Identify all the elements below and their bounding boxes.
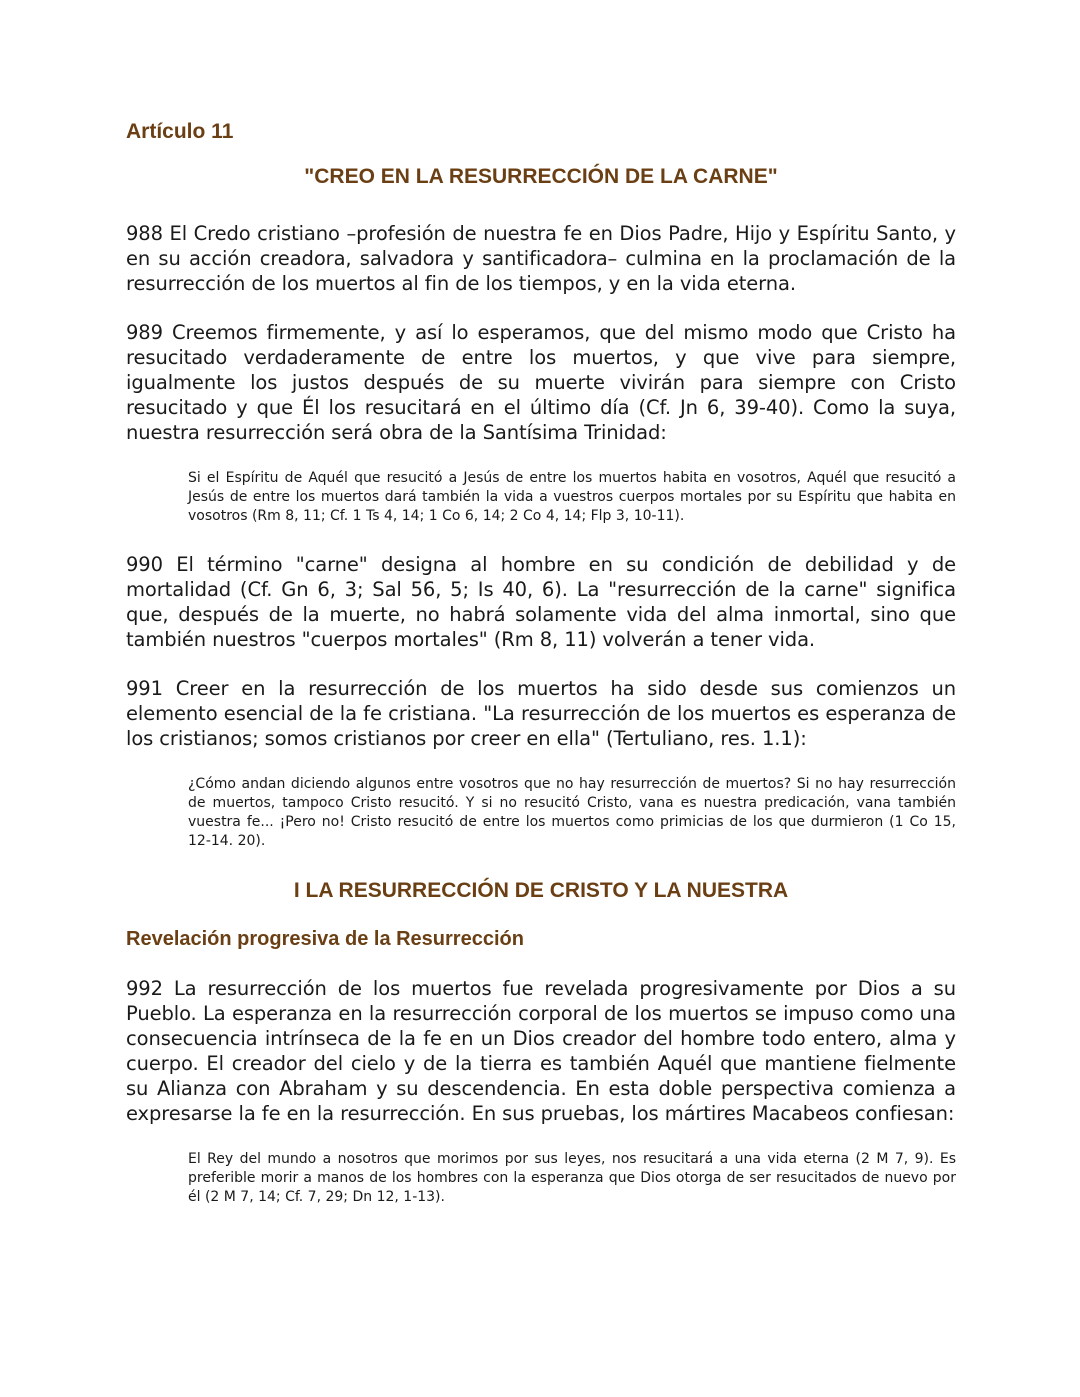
- paragraph-991: 991 Creer en la resurrección de los muertos ha sido desde sus comienzos un elemento esencial de la fe cristiana. "La resurrección de los muertos es esperanza de los cristianos; somos cristianos por creer en ella" (Tertuliano, res. 1.1):: [126, 676, 956, 750]
- paragraph-990: 990 El término "carne" designa al hombre en su condición de debilidad y de mortalidad (Cf. Gn 6, 3; Sal 56, 5; Is 40, 6). La "resurrección de la carne" significa que, después de la muerte, no habrá solamente vida del alma inmortal, sino que también nuestros "cuerpos mortales" (Rm 8, 11) volverán a tener vida.: [126, 552, 956, 651]
- quote-991: ¿Cómo andan diciendo algunos entre vosotros que no hay resurrección de muertos? Si no hay resurrección de muertos, tampoco Cristo resucitó. Y si no resucitó Cristo, vana es nuestra predicación, vana también vuestra fe... ¡Pero no! Cristo resucitó de entre los muertos como primicias de los que durmieron (1 Co 15, 12-14. 20).: [188, 775, 956, 849]
- article-label: Artículo 11: [126, 120, 234, 143]
- paragraph-988: 988 El Credo cristiano –profesión de nuestra fe en Dios Padre, Hijo y Espíritu Santo, y en su acción creadora, salvadora y santificadora– culmina en la proclamación de la resurrección de los muertos al fin de los tiempos, y en la vida eterna.: [126, 221, 956, 295]
- quote-989: Si el Espíritu de Aquél que resucitó a Jesús de entre los muertos habita en vosotros, Aquél que resucitó a Jesús de entre los muertos dará también la vida a vuestros cuerpos mortales por su Espíritu que habita en vosotros (Rm 8, 11; Cf. 1 Ts 4, 14; 1 Co 6, 14; 2 Co 4, 14; Flp 3, 10-11).: [188, 469, 956, 524]
- document-page: [126, 118, 956, 1233]
- subsection-title: Revelación progresiva de la Resurrección: [126, 927, 524, 950]
- quote-992: El Rey del mundo a nosotros que morimos por sus leyes, nos resucitará a una vida eterna (2 M 7, 9). Es preferible morir a manos de los hombres con la esperanza que Dios otorga de ser resucitados de nuevo por él (2 M 7, 14; Cf. 7, 29; Dn 12, 1-13).: [188, 1150, 956, 1205]
- article-title: "CREO EN LA RESURRECCIÓN DE LA CARNE": [304, 165, 778, 189]
- paragraph-992: 992 La resurrección de los muertos fue revelada progresivamente por Dios a su Pueblo. La esperanza en la resurrección corporal de los muertos se impuso como una consecuencia intrínseca de la fe en un Dios creador del hombre todo entero, alma y cuerpo. El creador del cielo y de la tierra es también Aquél que mantiene fielmente su Alianza con Abraham y su descendencia. En esta doble perspectiva comienza a expresarse la fe en la resurrección. En sus pruebas, los mártires Macabeos confiesan:: [126, 976, 956, 1125]
- section-title: I LA RESURRECCIÓN DE CRISTO Y LA NUESTRA: [293, 878, 789, 902]
- paragraph-989: 989 Creemos firmemente, y así lo esperamos, que del mismo modo que Cristo ha resucitado verdaderamente de entre los muertos, y que vive para siempre, igualmente los justos después de su muerte vivirán para siempre con Cristo resucitado y que Él los resucitará en el último día (Cf. Jn 6, 39-40). Como la suya, nuestra resurrección será obra de la Santísima Trinidad:: [126, 320, 956, 444]
